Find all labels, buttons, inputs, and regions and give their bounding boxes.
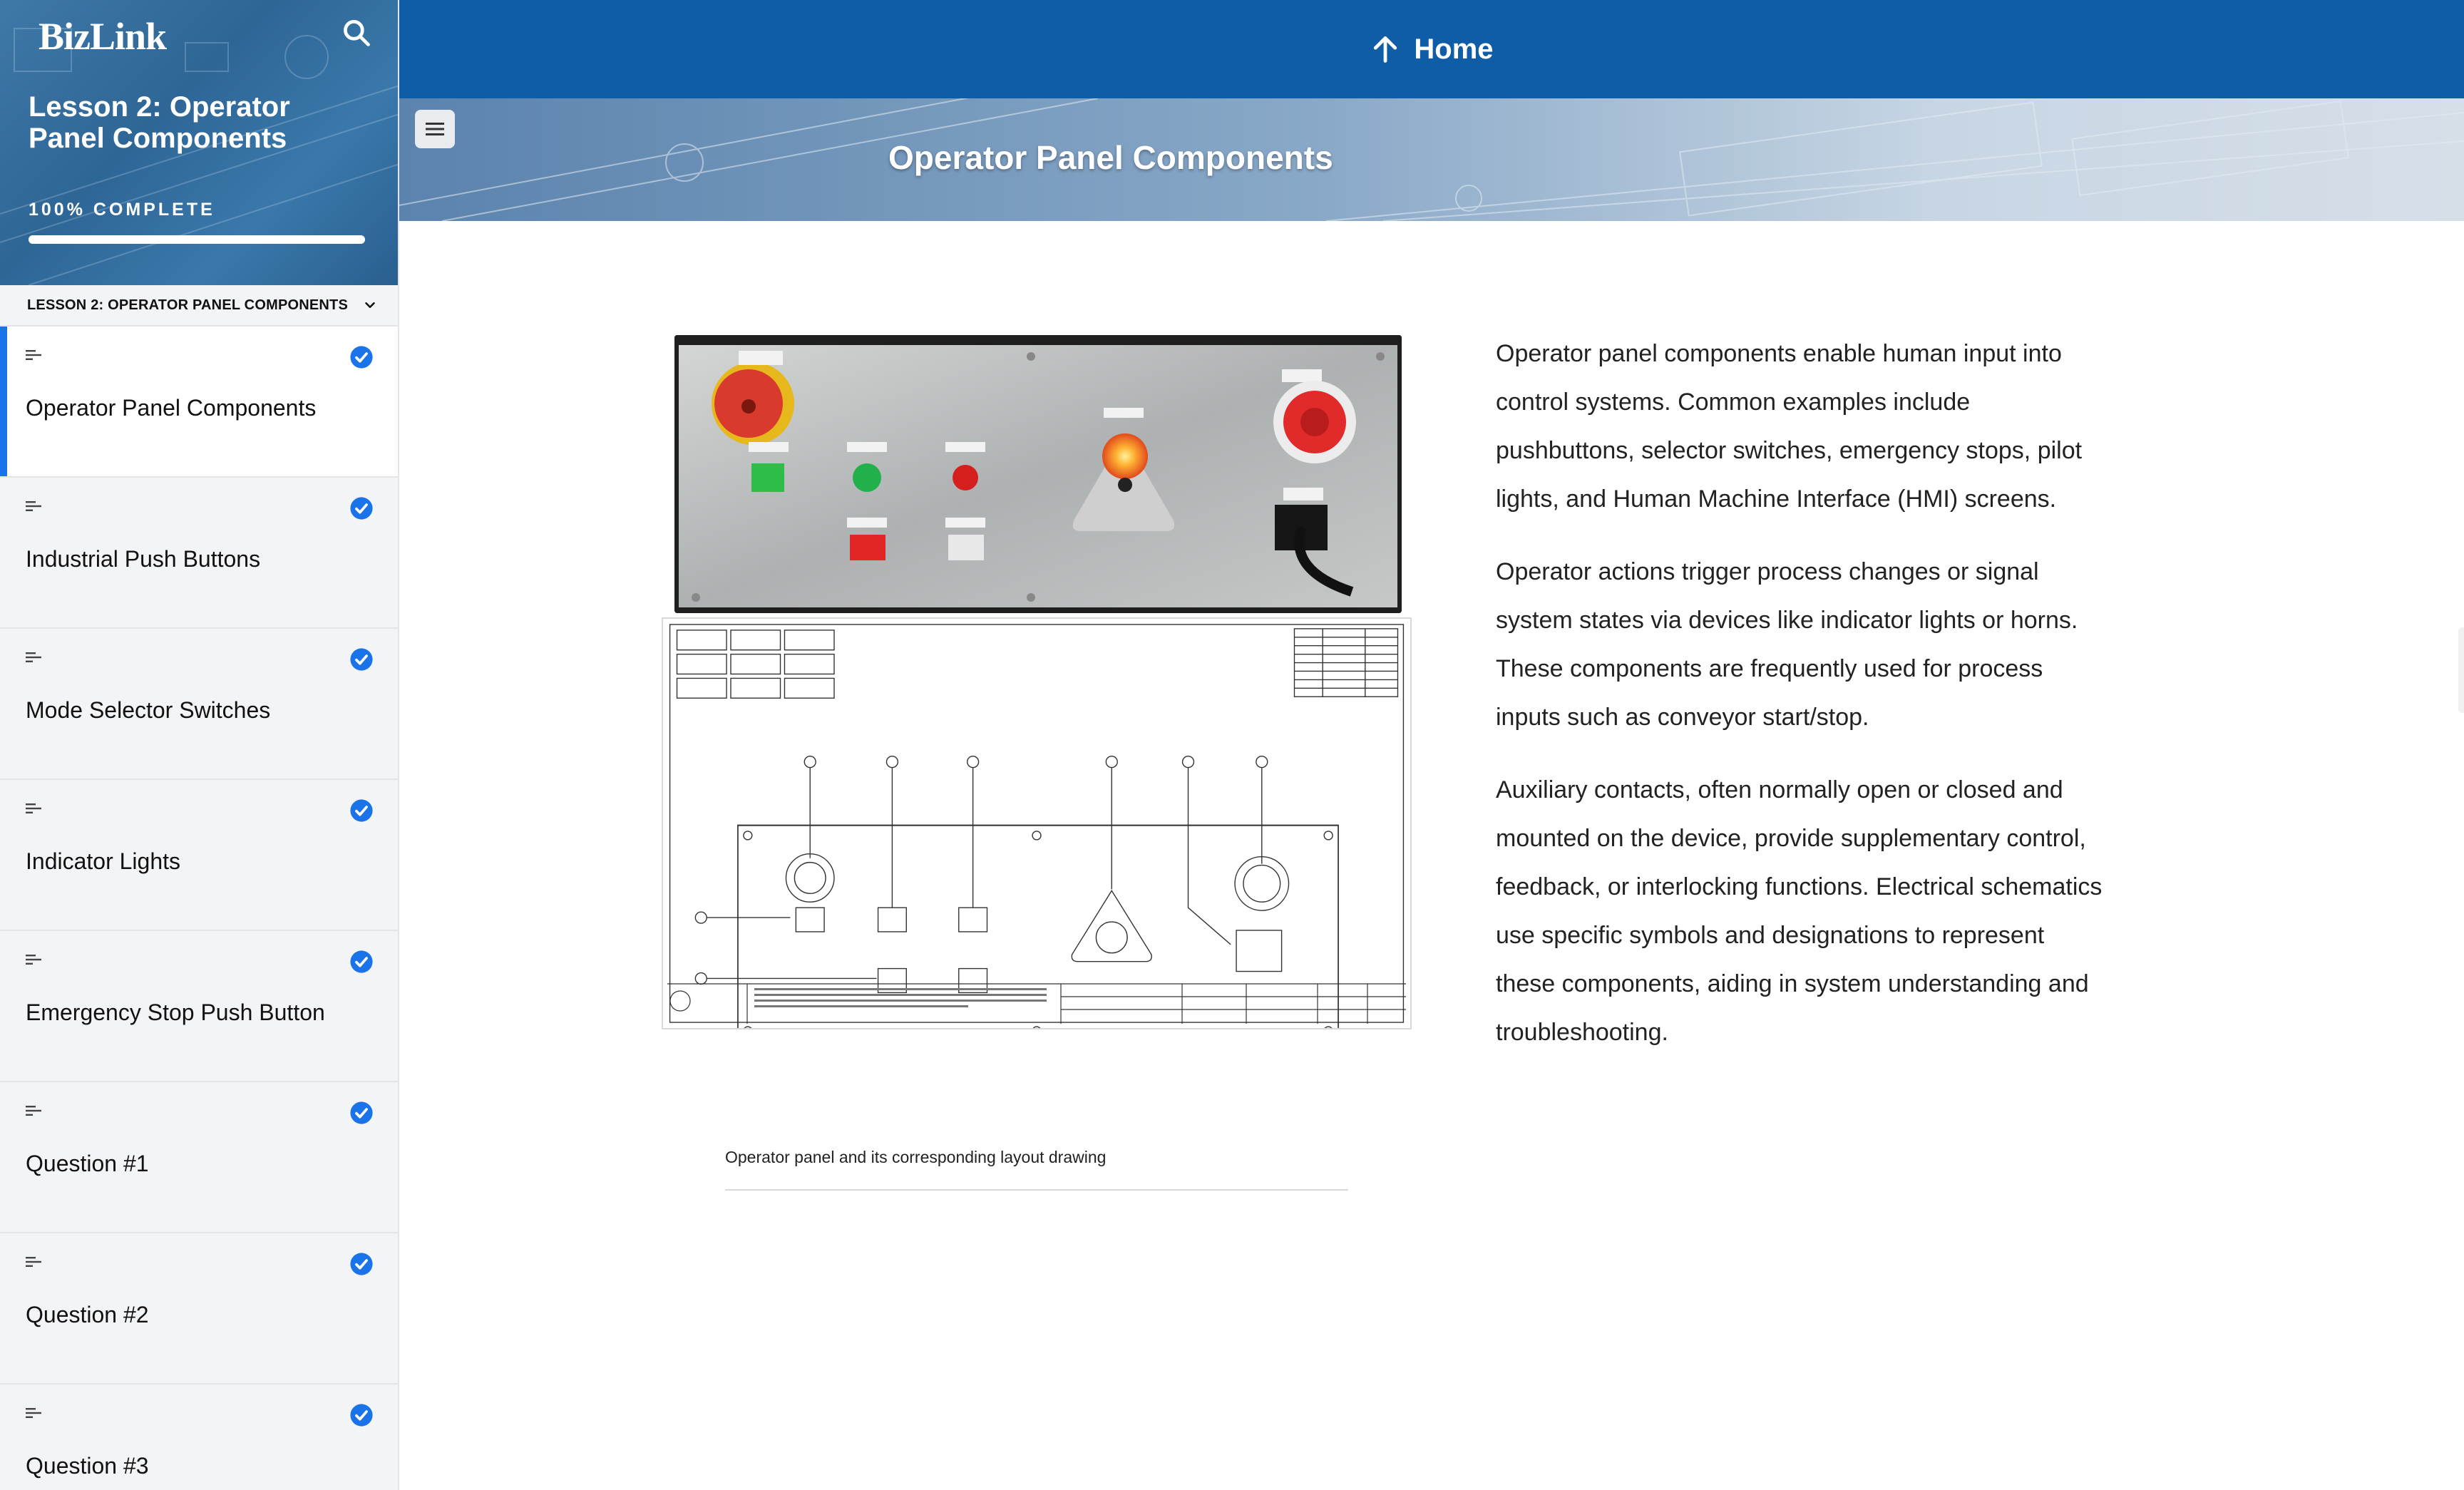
lesson-title: Lesson 2: Operator Panel Components bbox=[29, 91, 290, 154]
check-circle-icon bbox=[349, 1101, 374, 1125]
lesson-banner bbox=[399, 98, 2464, 221]
sidebar-item-label: Question #3 bbox=[26, 1453, 149, 1479]
check-circle-icon bbox=[349, 950, 374, 974]
sidebar-item-label: Operator Panel Components bbox=[26, 395, 317, 421]
lesson-section-toggle[interactable] bbox=[0, 285, 398, 327]
sidebar-item-label: Question #1 bbox=[26, 1151, 149, 1176]
blueprint-background bbox=[399, 98, 2464, 221]
hamburger-menu-icon bbox=[426, 121, 444, 137]
check-circle-icon bbox=[349, 647, 374, 672]
progress-text: 100% COMPLETE bbox=[29, 200, 215, 220]
body-paragraph: Operator actions trigger process changes or signal system states via devices like indicator lights or horns. These components are frequently used for process inputs such as conveyor start/stop. bbox=[1496, 558, 2078, 731]
text-lines-icon bbox=[26, 500, 41, 512]
panel-layout-drawing bbox=[662, 617, 1412, 1029]
check-circle-icon bbox=[349, 798, 374, 823]
sidebar-item-label: Question #2 bbox=[26, 1302, 149, 1327]
sidebar-item-label: Industrial Push Buttons bbox=[26, 546, 261, 572]
progress-bar bbox=[29, 235, 365, 244]
text-lines-icon bbox=[26, 349, 41, 361]
sidebar-item-label: Emergency Stop Push Button bbox=[26, 1000, 325, 1025]
text-lines-icon bbox=[26, 954, 41, 965]
check-circle-icon bbox=[349, 496, 374, 520]
sidebar-item-label: Mode Selector Switches bbox=[26, 697, 271, 723]
search-icon[interactable] bbox=[341, 17, 372, 48]
caption-divider bbox=[725, 1189, 1348, 1191]
text-lines-icon bbox=[26, 1407, 41, 1419]
chevron-down-icon bbox=[362, 297, 378, 313]
sidebar bbox=[0, 0, 399, 1490]
home-link[interactable] bbox=[399, 0, 2464, 98]
sidebar-item-question-3[interactable] bbox=[0, 1384, 398, 1490]
operator-panel-photo bbox=[674, 335, 1402, 613]
bizlink-logo: BizLink bbox=[38, 15, 167, 58]
home-label: Home bbox=[1414, 33, 1494, 65]
check-circle-icon bbox=[349, 345, 374, 369]
sidebar-item-emergency-stop-push-button[interactable] bbox=[0, 931, 398, 1082]
sidebar-item-label: Indicator Lights bbox=[26, 848, 181, 874]
check-circle-icon bbox=[349, 1252, 374, 1276]
lesson-item-list bbox=[0, 327, 398, 1490]
body-paragraph: Operator panel components enable human input into control systems. Common examples include pushbuttons, selector switches, emergency stops, pilot lights, and Human Machine Interface (HMI) screens. bbox=[1496, 340, 2083, 513]
text-lines-icon bbox=[26, 652, 41, 663]
progress-bar-fill bbox=[29, 235, 365, 244]
sidebar-menu-button[interactable] bbox=[415, 110, 455, 148]
text-lines-icon bbox=[26, 803, 41, 814]
side-drawer-handle[interactable] bbox=[2458, 627, 2464, 713]
text-lines-icon bbox=[26, 1105, 41, 1116]
lesson-body bbox=[1496, 329, 2109, 1081]
figure-caption: Operator panel and its corresponding layout drawing bbox=[725, 1148, 1107, 1166]
arrow-up-icon bbox=[1370, 34, 1401, 65]
sidebar-item-indicator-lights[interactable] bbox=[0, 780, 398, 931]
sidebar-item-industrial-push-buttons[interactable] bbox=[0, 478, 398, 629]
lesson-title-heading: Operator Panel Components bbox=[888, 139, 1333, 176]
sidebar-item-operator-panel-components[interactable] bbox=[0, 327, 398, 478]
sidebar-item-question-1[interactable] bbox=[0, 1082, 398, 1233]
check-circle-icon bbox=[349, 1403, 374, 1427]
lesson-section-label: LESSON 2: OPERATOR PANEL COMPONENTS bbox=[27, 297, 349, 313]
sidebar-header bbox=[0, 0, 398, 285]
body-paragraph: Auxiliary contacts, often normally open or closed and mounted on the device, provide supplementary control, feedback, or interlocking functions. Electrical schematics use specific symbols and designations to represent these components, aiding in system understanding and troubleshooting. bbox=[1496, 776, 2103, 1046]
drawing-title-block bbox=[662, 981, 1412, 1028]
sidebar-item-mode-selector-switches[interactable] bbox=[0, 629, 398, 780]
sidebar-item-question-2[interactable] bbox=[0, 1233, 398, 1384]
text-lines-icon bbox=[26, 1256, 41, 1268]
